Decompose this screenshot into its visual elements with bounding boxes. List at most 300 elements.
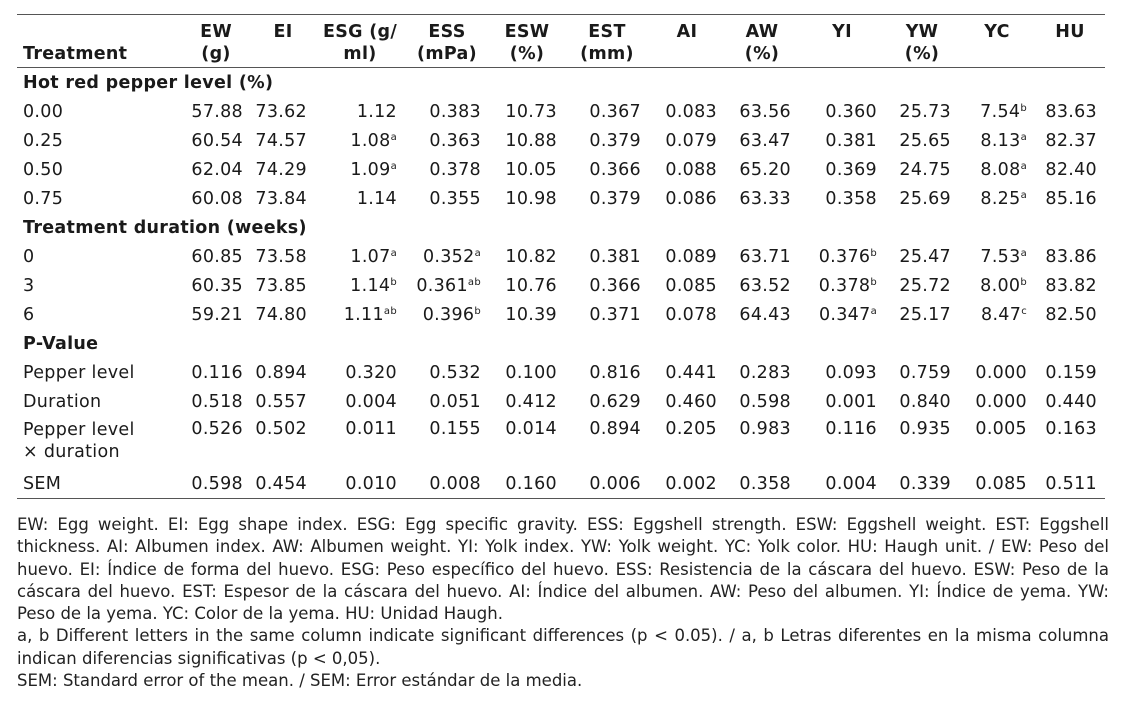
- table-cell: [489, 155, 565, 184]
- cell-value: 0.759: [899, 362, 951, 383]
- table-cell: [489, 358, 565, 387]
- header-aw: AW (%): [725, 15, 799, 68]
- table-cell: [251, 387, 315, 416]
- table-cell: [649, 271, 725, 300]
- cell-value: 0.381: [825, 130, 877, 151]
- cell-value: 0.005: [975, 419, 1027, 439]
- significance-superscript: b: [870, 276, 877, 288]
- cell-value: 63.52: [739, 275, 791, 296]
- table-cell: [799, 300, 885, 329]
- table-cell: [1035, 184, 1105, 213]
- cell-value: 0.086: [665, 188, 717, 209]
- table-row: [17, 358, 1105, 387]
- table-cell: [725, 358, 799, 387]
- table-cell: [649, 184, 725, 213]
- row-label: 0.00: [23, 101, 64, 122]
- cell-value: 24.75: [899, 159, 951, 180]
- significance-note: a, b Different letters in the same column indicate significant differences (p < 0.05). / a, b Letras diferentes en la misma columna indican diferencias significativas (p < 0,05).: [17, 626, 1109, 668]
- results-table: [17, 14, 1105, 499]
- cell-value: 0.502: [255, 419, 307, 439]
- table-cell: [405, 184, 489, 213]
- table-cell: [315, 271, 405, 300]
- cell-value: 0.002: [665, 473, 717, 494]
- table-cell: [959, 358, 1035, 387]
- table-cell: [315, 126, 405, 155]
- table-cell: [251, 97, 315, 126]
- table-cell: [181, 358, 251, 387]
- table-cell: [885, 387, 959, 416]
- cell-value: 73.58: [255, 246, 307, 267]
- table-cell: [1035, 300, 1105, 329]
- cell-value: 0.379: [589, 188, 641, 209]
- table-cell: [1035, 358, 1105, 387]
- significance-superscript: a: [1020, 189, 1027, 201]
- table-cell: [181, 184, 251, 213]
- cell-value: 0.378: [818, 275, 871, 296]
- table-cell: [649, 469, 725, 499]
- cell-value: 73.62: [255, 101, 307, 122]
- cell-value: 0.160: [505, 473, 557, 494]
- abbreviations-note: EW: Egg weight. EI: Egg shape index. ESG: Egg specific gravity. ESS: Eggshell strength. ESW: Eggshell weight. EST: Eggshell thickness. AI: Albumen index. AW: Albumen weight. YI: Yolk index. YW: Yolk weight. YC: Yolk color. HU: Haugh unit. / EW: Peso del huevo. EI: Índice de forma del huevo. ESG: Peso específico del huevo. ESS: Resistencia de la cáscara del huevo. ESW: Peso de la cáscara del huevo. EST: Espesor de la cáscara del huevo. AI: Índice del albumen. AW: Peso del albumen. YI: Índice de yema. YW: Peso de la yema. YC: Color de la yema. HU: Unidad Haugh.: [17, 515, 1109, 624]
- table-cell: [181, 242, 251, 271]
- significance-superscript: b: [1020, 102, 1027, 114]
- cell-value: 0.366: [589, 159, 641, 180]
- cell-value: 0.355: [429, 188, 481, 209]
- table-row: [17, 300, 1105, 329]
- table-cell: [959, 126, 1035, 155]
- table-cell: [565, 97, 649, 126]
- significance-superscript: b: [870, 247, 877, 259]
- table-cell: [181, 387, 251, 416]
- table-cell: [251, 300, 315, 329]
- cell-value: 1.09: [350, 159, 391, 180]
- table-cell: [565, 416, 649, 469]
- table-cell: [315, 358, 405, 387]
- row-label: 0.75: [23, 188, 64, 209]
- table-cell: [405, 155, 489, 184]
- cell-value: 1.12: [356, 101, 397, 122]
- table-cell: [725, 155, 799, 184]
- cell-value: 8.25: [980, 188, 1021, 209]
- table-cell: [959, 155, 1035, 184]
- table-cell: [885, 155, 959, 184]
- cell-value: 0.367: [589, 101, 641, 122]
- cell-value: 10.39: [505, 304, 557, 325]
- table-cell: [565, 126, 649, 155]
- table-cell: [565, 469, 649, 499]
- cell-value: 0.598: [191, 473, 243, 494]
- table-cell: [405, 469, 489, 499]
- header-ei: EI: [251, 15, 315, 68]
- table-cell: [315, 97, 405, 126]
- cell-value: 60.85: [191, 246, 243, 267]
- cell-value: 0.460: [665, 391, 717, 412]
- table-cell: [489, 416, 565, 469]
- table-cell: [959, 387, 1035, 416]
- cell-value: 0.511: [1045, 473, 1097, 494]
- cell-value: 1.14: [356, 188, 397, 209]
- cell-value: 0.518: [191, 391, 243, 412]
- table-cell: [799, 469, 885, 499]
- cell-value: 0.320: [345, 362, 397, 383]
- table-cell: [565, 184, 649, 213]
- table-cell: [959, 469, 1035, 499]
- table-cell: [959, 271, 1035, 300]
- cell-value: 0.840: [899, 391, 951, 412]
- table-cell: [405, 387, 489, 416]
- cell-value: 7.54: [980, 101, 1021, 122]
- table-cell: [725, 387, 799, 416]
- cell-value: 63.71: [739, 246, 791, 267]
- row-label: 0: [23, 246, 35, 267]
- significance-superscript: a: [1020, 131, 1027, 143]
- header-row: [17, 15, 1105, 68]
- table-cell: [799, 271, 885, 300]
- sem-note: SEM: Standard error of the mean. / SEM: Error estándar de la media.: [17, 671, 583, 691]
- significance-superscript: b: [1020, 276, 1027, 288]
- cell-value: 0.629: [589, 391, 641, 412]
- header-ai: AI: [649, 15, 725, 68]
- cell-value: 83.82: [1045, 275, 1097, 296]
- cell-value: 0.078: [665, 304, 717, 325]
- cell-value: 0.352: [422, 246, 475, 267]
- significance-superscript: a: [474, 247, 481, 259]
- table-cell: [1035, 97, 1105, 126]
- cell-value: 0.205: [665, 419, 717, 439]
- table-cell: [315, 387, 405, 416]
- cell-value: 0.361: [416, 275, 468, 296]
- table-cell: [799, 416, 885, 469]
- cell-value: 8.47: [981, 304, 1022, 325]
- header-treatment: Treatment: [17, 15, 181, 68]
- table-cell: [649, 155, 725, 184]
- table-cell: [799, 97, 885, 126]
- table-cell: [315, 416, 405, 469]
- table-cell: [959, 184, 1035, 213]
- table-cell: [959, 416, 1035, 469]
- table-row: [17, 126, 1105, 155]
- cell-value: 73.85: [255, 275, 307, 296]
- table-cell: [565, 155, 649, 184]
- cell-value: 74.57: [255, 130, 307, 151]
- table-body: [17, 68, 1105, 499]
- significance-superscript: b: [390, 276, 397, 288]
- cell-value: 0.004: [345, 391, 397, 412]
- table-cell: [959, 97, 1035, 126]
- table-cell: [489, 469, 565, 499]
- table-cell: [181, 416, 251, 469]
- table-cell: [725, 126, 799, 155]
- table-row: [17, 155, 1105, 184]
- cell-value: 0.011: [345, 419, 397, 439]
- table-cell: [649, 126, 725, 155]
- table-cell: [181, 469, 251, 499]
- table-cell: [649, 387, 725, 416]
- section-heading-pepper: [17, 68, 1105, 98]
- table-cell: [725, 242, 799, 271]
- header-ew: EW (g): [181, 15, 251, 68]
- cell-value: 85.16: [1045, 188, 1097, 209]
- cell-value: 0.412: [505, 391, 557, 412]
- significance-superscript: a: [1020, 160, 1027, 172]
- cell-value: 0.093: [825, 362, 877, 383]
- table-cell: [725, 300, 799, 329]
- cell-value: 0.441: [665, 362, 717, 383]
- table-cell: [315, 155, 405, 184]
- table-cell: [251, 416, 315, 469]
- significance-superscript: b: [474, 305, 481, 317]
- cell-value: 63.33: [739, 188, 791, 209]
- row-label: 0.25: [23, 130, 64, 151]
- cell-value: 0.598: [739, 391, 791, 412]
- cell-value: 0.051: [429, 391, 481, 412]
- table-cell: [181, 97, 251, 126]
- row-label: 3: [23, 275, 35, 296]
- table-cell: [251, 126, 315, 155]
- table-cell: [405, 242, 489, 271]
- header-esw: ESW (%): [489, 15, 565, 68]
- cell-value: 63.47: [739, 130, 791, 151]
- table-cell: [489, 126, 565, 155]
- cell-value: 1.14: [350, 275, 391, 296]
- significance-superscript: a: [870, 305, 877, 317]
- section-heading-pvalue: [17, 329, 1105, 358]
- table-cell: [405, 358, 489, 387]
- header-yw: YW (%): [885, 15, 959, 68]
- cell-value: 7.53: [980, 246, 1021, 267]
- table-cell: [405, 126, 489, 155]
- cell-value: 0.369: [825, 159, 877, 180]
- cell-value: 82.37: [1045, 130, 1097, 151]
- cell-value: 10.73: [505, 101, 557, 122]
- table-cell: [649, 97, 725, 126]
- cell-value: 0.089: [665, 246, 717, 267]
- table-cell: [885, 271, 959, 300]
- cell-value: 74.29: [255, 159, 307, 180]
- significance-superscript: ab: [467, 276, 481, 288]
- cell-value: 60.54: [191, 130, 243, 151]
- cell-value: 83.86: [1045, 246, 1097, 267]
- cell-value: 0.006: [589, 473, 641, 494]
- cell-value: 63.56: [739, 101, 791, 122]
- cell-value: 0.440: [1045, 391, 1097, 412]
- cell-value: 25.72: [899, 275, 951, 296]
- section-title: Treatment duration (weeks): [23, 217, 307, 238]
- table-cell: [251, 155, 315, 184]
- header-hu: HU: [1035, 15, 1105, 68]
- cell-value: 0.371: [589, 304, 641, 325]
- table-cell: [725, 416, 799, 469]
- table-cell: [251, 358, 315, 387]
- table-cell: [405, 271, 489, 300]
- row-label: 0.50: [23, 159, 64, 180]
- cell-value: 64.43: [739, 304, 791, 325]
- table-cell: [1035, 271, 1105, 300]
- cell-value: 0.000: [975, 391, 1027, 412]
- table-row: [17, 387, 1105, 416]
- cell-value: 0.816: [589, 362, 641, 383]
- table-cell: [885, 126, 959, 155]
- cell-value: 0.000: [975, 362, 1027, 383]
- row-label: Duration: [23, 391, 102, 412]
- cell-value: 0.894: [255, 362, 307, 383]
- table-cell: [489, 271, 565, 300]
- cell-value: 83.63: [1045, 101, 1097, 122]
- row-label: 6: [23, 304, 35, 325]
- table-cell: [565, 387, 649, 416]
- cell-value: 0.532: [429, 362, 481, 383]
- cell-value: 0.358: [825, 188, 877, 209]
- header-yc: YC: [959, 15, 1035, 68]
- cell-value: 0.363: [429, 130, 481, 151]
- table-cell: [565, 300, 649, 329]
- cell-value: 10.98: [505, 188, 557, 209]
- section-heading-duration: [17, 213, 1105, 242]
- table-cell: [959, 300, 1035, 329]
- table-row: [17, 242, 1105, 271]
- cell-value: 10.82: [505, 246, 557, 267]
- table-cell: [799, 126, 885, 155]
- cell-value: 0.085: [665, 275, 717, 296]
- table-cell: [565, 358, 649, 387]
- header-yi: YI: [799, 15, 885, 68]
- table-cell: [885, 97, 959, 126]
- cell-value: 0.358: [739, 473, 791, 494]
- table-footnotes: [17, 514, 1109, 692]
- cell-value: 8.00: [980, 275, 1021, 296]
- cell-value: 0.001: [825, 391, 877, 412]
- table-cell: [725, 97, 799, 126]
- cell-value: 10.88: [505, 130, 557, 151]
- cell-value: 1.07: [350, 246, 391, 267]
- cell-value: 82.40: [1045, 159, 1097, 180]
- cell-value: 0.088: [665, 159, 717, 180]
- section-title: P-Value: [23, 333, 99, 354]
- cell-value: 62.04: [191, 159, 243, 180]
- table-cell: [885, 469, 959, 499]
- cell-value: 10.05: [505, 159, 557, 180]
- cell-value: 0.379: [589, 130, 641, 151]
- table-cell: [181, 271, 251, 300]
- cell-value: 1.11: [343, 304, 384, 325]
- cell-value: 60.08: [191, 188, 243, 209]
- table-cell: [885, 300, 959, 329]
- cell-value: 0.378: [429, 159, 481, 180]
- table-cell: [315, 184, 405, 213]
- cell-value: 0.347: [818, 304, 871, 325]
- table-cell: [181, 300, 251, 329]
- table-cell: [885, 184, 959, 213]
- header-esg: ESG (g/ ml): [315, 15, 405, 68]
- cell-value: 25.47: [899, 246, 951, 267]
- table-row: [17, 416, 1105, 469]
- cell-value: 0.083: [665, 101, 717, 122]
- cell-value: 0.004: [825, 473, 877, 494]
- cell-value: 0.014: [505, 419, 557, 439]
- table-cell: [959, 242, 1035, 271]
- table-cell: [251, 271, 315, 300]
- table-cell: [1035, 469, 1105, 499]
- cell-value: 25.65: [899, 130, 951, 151]
- cell-value: 0.079: [665, 130, 717, 151]
- table-cell: [251, 469, 315, 499]
- cell-value: 0.116: [191, 362, 243, 383]
- table-cell: [799, 387, 885, 416]
- table-cell: [649, 416, 725, 469]
- table-cell: [885, 242, 959, 271]
- cell-value: 0.008: [429, 473, 481, 494]
- cell-value: 0.454: [255, 473, 307, 494]
- table-cell: [565, 242, 649, 271]
- table-cell: [315, 242, 405, 271]
- cell-value: 0.010: [345, 473, 397, 494]
- table-cell: [1035, 126, 1105, 155]
- cell-value: 0.935: [899, 419, 951, 439]
- cell-value: 0.557: [255, 391, 307, 412]
- table-cell: [1035, 416, 1105, 469]
- cell-value: 0.396: [422, 304, 475, 325]
- table-cell: [1035, 242, 1105, 271]
- table-cell: [489, 387, 565, 416]
- cell-value: 25.69: [899, 188, 951, 209]
- cell-value: 0.163: [1045, 419, 1097, 439]
- table-row: [17, 97, 1105, 126]
- cell-value: 25.17: [899, 304, 951, 325]
- table-row: [17, 184, 1105, 213]
- table-cell: [885, 358, 959, 387]
- section-title: Hot red pepper level (%): [23, 72, 274, 93]
- cell-value: 60.35: [191, 275, 243, 296]
- table-cell: [489, 300, 565, 329]
- cell-value: 0.894: [589, 419, 641, 439]
- table-cell: [181, 155, 251, 184]
- cell-value: 57.88: [191, 101, 243, 122]
- cell-value: 0.381: [589, 246, 641, 267]
- significance-superscript: a: [1020, 247, 1027, 259]
- cell-value: 25.73: [899, 101, 951, 122]
- table-cell: [1035, 387, 1105, 416]
- cell-value: 0.366: [589, 275, 641, 296]
- cell-value: 0.283: [739, 362, 791, 383]
- significance-superscript: c: [1021, 305, 1027, 317]
- table-cell: [565, 271, 649, 300]
- table-cell: [405, 416, 489, 469]
- significance-superscript: a: [390, 160, 397, 172]
- table-cell: [405, 97, 489, 126]
- cell-value: 0.100: [505, 362, 557, 383]
- significance-superscript: ab: [383, 305, 397, 317]
- cell-value: 8.08: [980, 159, 1021, 180]
- cell-value: 0.360: [825, 101, 877, 122]
- table-cell: [315, 469, 405, 499]
- cell-value: 65.20: [739, 159, 791, 180]
- header-est: EST (mm): [565, 15, 649, 68]
- cell-value: 59.21: [191, 304, 243, 325]
- table-cell: [799, 184, 885, 213]
- row-label: Pepper level: [23, 362, 135, 383]
- cell-value: 0.526: [191, 419, 243, 439]
- table-cell: [1035, 155, 1105, 184]
- header-ess: ESS (mPa): [405, 15, 489, 68]
- table-cell: [489, 97, 565, 126]
- cell-value: 0.339: [899, 473, 951, 494]
- table-cell: [799, 358, 885, 387]
- table-cell: [725, 271, 799, 300]
- cell-value: 74.80: [255, 304, 307, 325]
- table-cell: [251, 242, 315, 271]
- table-cell: [489, 184, 565, 213]
- table-cell: [489, 242, 565, 271]
